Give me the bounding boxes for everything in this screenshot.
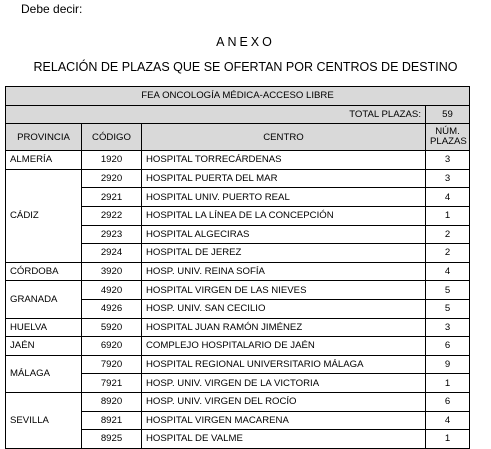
code-cell: 4926 — [82, 299, 142, 318]
code-cell: 5920 — [82, 318, 142, 337]
places-header: NÚM. PLAZAS — [426, 124, 470, 151]
code-cell: 2921 — [82, 188, 142, 207]
center-cell: HOSPITAL UNIV. PUERTO REAL — [142, 188, 426, 207]
intro-text: Debe decir: — [21, 2, 83, 16]
total-label: TOTAL PLAZAS: — [6, 105, 426, 124]
code-header: CÓDIGO — [82, 124, 142, 151]
center-cell: COMPLEJO HOSPITALARIO DE JAÉN — [142, 337, 426, 356]
places-cell: 2 — [426, 225, 470, 244]
places-cell: 6 — [426, 392, 470, 411]
places-cell: 6 — [426, 337, 470, 356]
total-value: 59 — [426, 105, 470, 124]
table-row — [6, 169, 470, 188]
center-cell: HOSP. UNIV. REINA SOFÍA — [142, 262, 426, 281]
places-cell: 3 — [426, 318, 470, 337]
province-cell: CÓRDOBA — [6, 262, 82, 281]
center-cell: HOSPITAL PUERTA DEL MAR — [142, 169, 426, 188]
places-cell: 9 — [426, 355, 470, 374]
province-cell: MÁLAGA — [6, 355, 82, 392]
province-cell: HUELVA — [6, 318, 82, 337]
code-cell: 2924 — [82, 244, 142, 263]
code-cell: 7921 — [82, 374, 142, 393]
places-cell: 5 — [426, 281, 470, 300]
center-cell: HOSPITAL REGIONAL UNIVERSITARIO MÁLAGA — [142, 355, 426, 374]
code-cell: 8921 — [82, 411, 142, 430]
places-cell: 3 — [426, 151, 470, 170]
table-row — [6, 355, 470, 374]
table-row — [6, 151, 470, 170]
table-row — [6, 318, 470, 337]
places-cell: 4 — [426, 188, 470, 207]
places-table — [5, 86, 470, 449]
places-cell: 2 — [426, 244, 470, 263]
places-cell: 4 — [426, 262, 470, 281]
code-cell: 8925 — [82, 430, 142, 449]
center-cell: HOSP. UNIV. VIRGEN DEL ROCÍO — [142, 392, 426, 411]
province-header: PROVINCIA — [6, 124, 82, 151]
total-row — [6, 105, 470, 124]
center-cell: HOSPITAL DE VALME — [142, 430, 426, 449]
table-row — [6, 392, 470, 411]
center-cell: HOSPITAL VIRGEN MACARENA — [142, 411, 426, 430]
code-cell: 7920 — [82, 355, 142, 374]
table-body — [6, 151, 470, 449]
specialty-row — [6, 87, 470, 106]
province-cell: GRANADA — [6, 281, 82, 318]
province-cell: SEVILLA — [6, 392, 82, 448]
center-cell: HOSPITAL VIRGEN DE LAS NIEVES — [142, 281, 426, 300]
center-cell: HOSPITAL TORRECÁRDENAS — [142, 151, 426, 170]
places-cell: 5 — [426, 299, 470, 318]
table-row — [6, 262, 470, 281]
table-row — [6, 281, 470, 300]
places-cell: 3 — [426, 169, 470, 188]
code-cell: 4920 — [82, 281, 142, 300]
code-cell: 6920 — [82, 337, 142, 356]
center-header: CENTRO — [142, 124, 426, 151]
code-cell: 2923 — [82, 225, 142, 244]
places-cell: 1 — [426, 430, 470, 449]
places-cell: 1 — [426, 206, 470, 225]
places-cell: 1 — [426, 374, 470, 393]
code-cell: 2922 — [82, 206, 142, 225]
table-row — [6, 337, 470, 356]
center-cell: HOSP. UNIV. VIRGEN DE LA VICTORIA — [142, 374, 426, 393]
center-cell: HOSPITAL ALGECIRAS — [142, 225, 426, 244]
header-row — [6, 124, 470, 151]
center-cell: HOSP. UNIV. SAN CECILIO — [142, 299, 426, 318]
code-cell: 1920 — [82, 151, 142, 170]
document-subtitle: RELACIÓN DE PLAZAS QUE SE OFERTAN POR CENTROS DE DESTINO — [33, 60, 458, 74]
province-cell: JAÉN — [6, 337, 82, 356]
specialty-title: FEA ONCOLOGÍA MÉDICA-ACCESO LIBRE — [6, 87, 470, 106]
code-cell: 2920 — [82, 169, 142, 188]
annex-title: ANEXO — [216, 35, 275, 49]
center-cell: HOSPITAL LA LÍNEA DE LA CONCEPCIÓN — [142, 206, 426, 225]
province-cell: ALMERÍA — [6, 151, 82, 170]
code-cell: 8920 — [82, 392, 142, 411]
province-cell: CÁDIZ — [6, 169, 82, 262]
places-cell: 4 — [426, 411, 470, 430]
center-cell: HOSPITAL JUAN RAMÓN JIMÉNEZ — [142, 318, 426, 337]
center-cell: HOSPITAL DE JEREZ — [142, 244, 426, 263]
code-cell: 3920 — [82, 262, 142, 281]
